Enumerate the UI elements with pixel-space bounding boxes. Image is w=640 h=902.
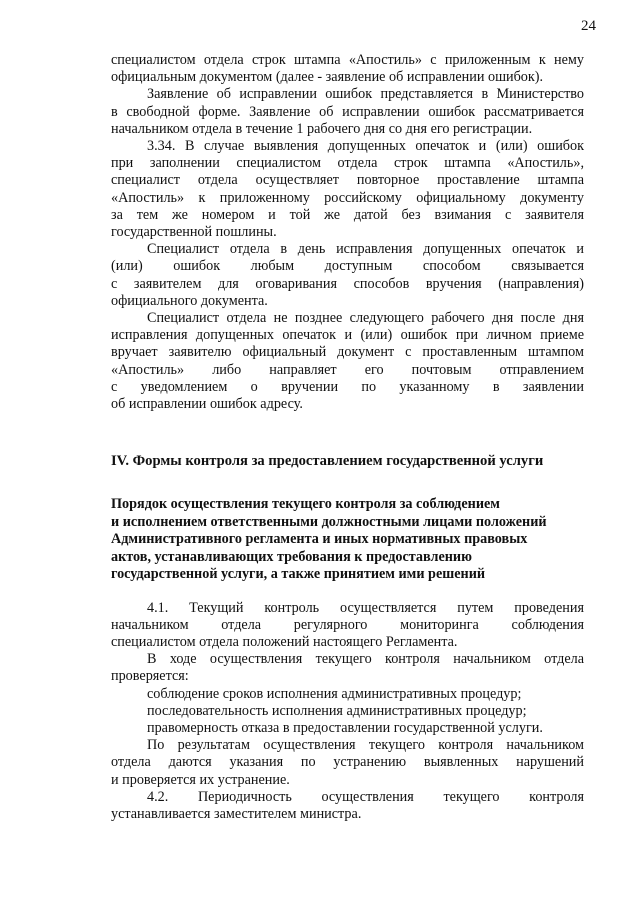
subtitle-line: государственной услуги, а также принятием ими решений — [111, 566, 486, 583]
text-line: отдела даются указания по устранению выявленных нарушений — [111, 754, 584, 771]
paragraph — [111, 789, 584, 823]
list-item: правомерность отказа в предоставлении государственной услуги. — [147, 719, 543, 736]
paragraph — [111, 138, 584, 241]
subsection-title — [111, 496, 584, 583]
text-line: «Апостиль» либо направляет его почтовым отправлением — [111, 361, 584, 378]
subtitle-line: актов, устанавливающих требования к предоставлению — [111, 548, 472, 565]
document-body — [111, 52, 584, 823]
text-line: В ходе осуществления текущего контроля начальником отдела — [147, 651, 584, 668]
paragraph — [111, 651, 584, 685]
list-item: соблюдение сроков исполнения административных процедур; — [147, 685, 522, 702]
text-line: специалистом отдела положений настоящего Регламента. — [111, 633, 458, 650]
text-line: и проверяется их устранение. — [111, 771, 290, 788]
text-line: официального документа. — [111, 292, 268, 309]
text-line: за тем же номером и той же датой без взимания с заявителя — [111, 206, 584, 223]
page-number: 24 — [581, 18, 596, 34]
text-line: По результатам осуществления текущего контроля начальником — [147, 737, 584, 754]
text-line: 4.1. Текущий контроль осуществляется путем проведения — [147, 599, 584, 616]
section-title: IV. Формы контроля за предоставлением государственной услуги — [111, 453, 544, 470]
text-line: Специалист отдела в день исправления допущенных опечаток и — [147, 241, 584, 258]
text-line: (или) ошибок любым доступным способом связывается — [111, 258, 584, 275]
text-line: «Апостиль» к приложенному российскому официальному документу — [111, 189, 584, 206]
text-line: Специалист отдела не позднее следующего рабочего дня после дня — [147, 310, 584, 327]
list — [111, 686, 584, 738]
text-line: начальником отдела регулярного мониторинга соблюдения — [111, 616, 584, 633]
text-line: с заявителем для оговаривания способов вручения (направления) — [111, 275, 584, 292]
subtitle-line: и исполнением ответственными должностными лицами положений — [111, 513, 547, 530]
text-line: устанавливается заместителем министра. — [111, 805, 362, 822]
text-line: Заявление об исправлении ошибок представляется в Министерство — [147, 86, 584, 103]
text-line: в свободной форме. Заявление об исправлении ошибок рассматривается — [111, 103, 584, 120]
paragraph — [111, 310, 584, 413]
paragraph — [111, 737, 584, 789]
paragraph — [111, 52, 584, 86]
text-line: 4.2. Периодичность осуществления текущего контроля — [147, 788, 584, 805]
text-line: официальным документом (далее - заявление об исправлении ошибок). — [111, 69, 544, 86]
text-line: специалистом отдела строк штампа «Апостиль» с приложенным к нему — [111, 52, 584, 68]
text-line: специалист отдела осуществляет повторное проставление штампа — [111, 172, 584, 189]
text-line: с уведомлением о вручении по указанному в заявлении — [111, 378, 584, 395]
text-line: при заполнении специалистом отдела строк штампа «Апостиль», — [111, 155, 584, 172]
subtitle-line: Административного регламента и иных нормативных правовых — [111, 531, 528, 548]
paragraph — [111, 600, 584, 652]
subtitle-line: Порядок осуществления текущего контроля за соблюдением — [111, 496, 500, 513]
text-line: вручает заявителю официальный документ с проставленным штампом — [111, 344, 584, 361]
text-line: об исправлении ошибок адресу. — [111, 396, 303, 413]
text-line: 3.34. В случае выявления допущенных опечаток и (или) ошибок — [147, 138, 584, 155]
text-line: начальником отдела в течение 1 рабочего дня со дня его регистрации. — [111, 120, 533, 137]
text-line: исправления допущенных опечаток и (или) ошибок при личном приеме — [111, 327, 584, 344]
text-line: проверяется: — [111, 668, 189, 685]
list-item: последовательность исполнения административных процедур; — [147, 702, 527, 719]
paragraph — [111, 86, 584, 138]
paragraph — [111, 241, 584, 310]
text-line: государственной пошлины. — [111, 224, 277, 241]
